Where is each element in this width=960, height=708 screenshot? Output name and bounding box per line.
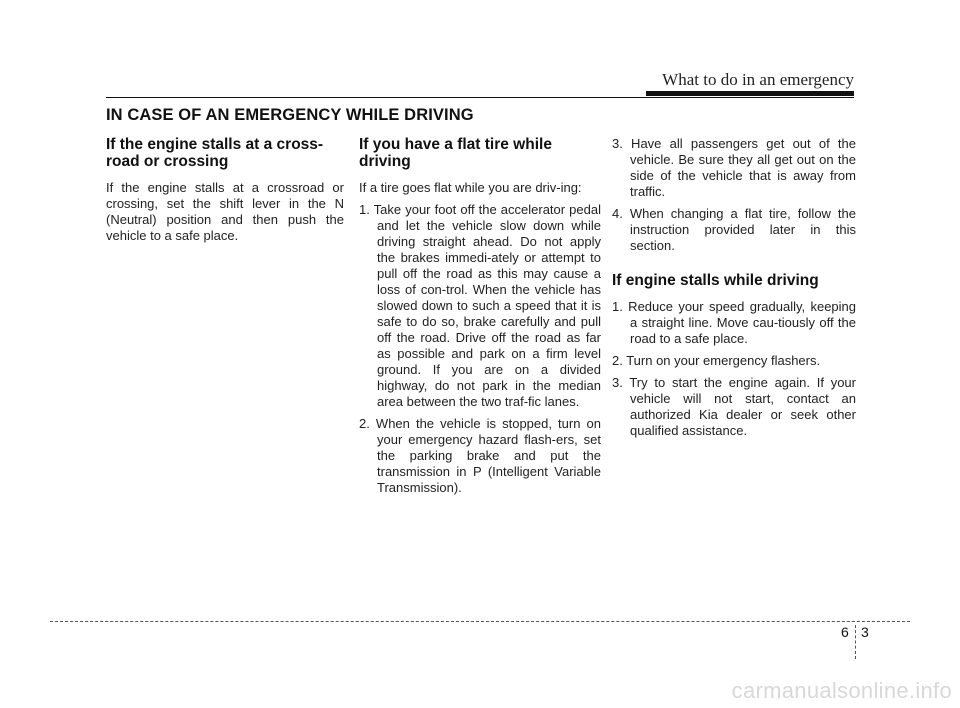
flat-tire-step-3: 3. Have all passengers get out of the vehicle. Be sure they all get out on the side of the vehicle that is away from traffic.	[612, 136, 856, 199]
watermark: carmanualsonline.info	[731, 678, 952, 703]
header-rule	[106, 97, 854, 98]
flat-tire-intro: If a tire goes flat while you are driv-ing:	[359, 180, 582, 195]
stall-crossroad-heading-line2: road or crossing	[106, 153, 229, 170]
stall-crossroad-body: If the engine stalls at a crossroad or crossing, set the shift lever in the N (Neutral) position and then push the vehicle to a safe place.	[106, 180, 344, 243]
flat-tire-heading-line1: If you have a flat tire while	[359, 136, 552, 153]
stall-driving-step-3: 3. Try to start the engine again. If your vehicle will not start, contact an authorized Kia dealer or seek other qualified assistance.	[612, 375, 856, 438]
stall-crossroad-heading-line1: If the engine stalls at a cross-	[106, 136, 324, 153]
column-right	[612, 136, 856, 445]
column-left	[106, 136, 344, 244]
stall-driving-step-2: 2. Turn on your emergency flashers.	[612, 353, 821, 368]
chapter-title: What to do in an emergency	[662, 70, 854, 89]
column-middle	[359, 136, 601, 502]
stall-driving-step-1: 1. Reduce your speed gradually, keeping a straight line. Move cau-tiously off the road to a safe place.	[612, 299, 856, 346]
footer-rule	[50, 621, 910, 622]
flat-tire-step-2: 2. When the vehicle is stopped, turn on your emergency hazard flash-ers, set the parking brake and put the transmission in P (Intelligent Variable Transmission).	[359, 416, 601, 495]
header-bar	[646, 91, 854, 96]
stall-driving-heading: If engine stalls while driving	[612, 272, 819, 289]
flat-tire-steps	[359, 202, 601, 496]
page-number-divider	[855, 625, 856, 659]
flat-tire-step-4: 4. When changing a flat tire, follow the instruction provided later in this section.	[612, 206, 856, 253]
flat-tire-step-1: 1. Take your foot off the accelerator pedal and let the vehicle slow down while driving straight ahead. Do not apply the brakes immedi-ately or attempt to pull off the road as this may cause a loss of con-trol. When the vehicle has slowed down to such a speed that it is safe to do so, brake carefully and pull off the road. Drive off the road as far as possible and park on a firm level ground. If you are on a divided highway, do not park in the median area between the two traf-fic lanes.	[359, 202, 601, 409]
stall-driving-steps	[612, 299, 856, 439]
stall-crossroad-heading	[106, 136, 344, 170]
chapter-number: 6	[841, 624, 849, 640]
flat-tire-steps-continued	[612, 136, 856, 254]
page-number: 3	[861, 624, 869, 640]
section-heading: IN CASE OF AN EMERGENCY WHILE DRIVING	[106, 106, 474, 124]
flat-tire-heading-line2: driving	[359, 153, 411, 170]
flat-tire-heading	[359, 136, 601, 170]
